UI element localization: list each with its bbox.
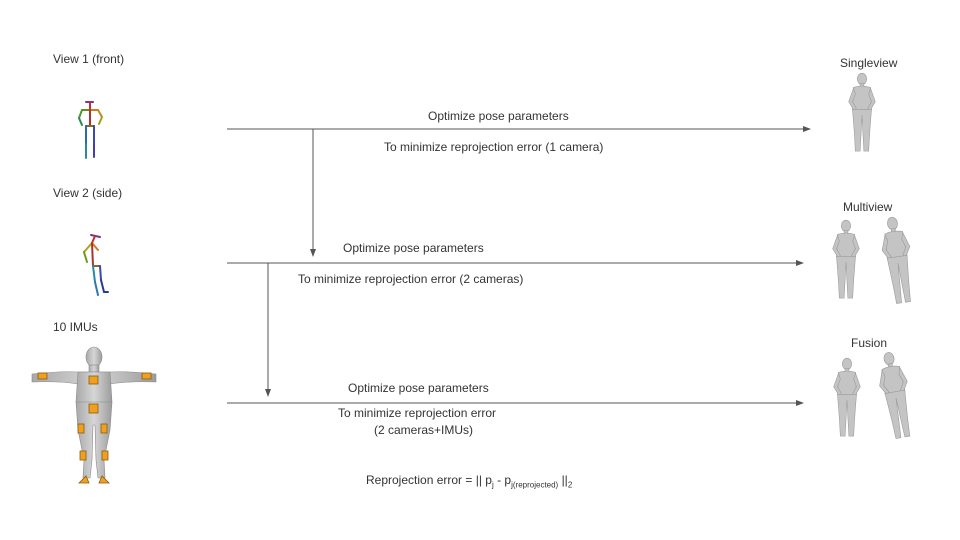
skeleton-side-icon bbox=[84, 235, 108, 295]
row3-subtitle2: (2 cameras+IMUs) bbox=[374, 423, 474, 437]
singleview-label: Singleview bbox=[840, 56, 898, 70]
row1-title: Optimize pose parameters bbox=[428, 109, 569, 123]
fusion-mesh-icon bbox=[834, 350, 917, 440]
imus-label: 10 IMUs bbox=[53, 320, 98, 334]
row3-title: Optimize pose parameters bbox=[348, 381, 489, 395]
reprojection-formula: Reprojection error = || $p_j - p_{j(reprojected)}$ $||_2$ bbox=[366, 473, 573, 490]
row2-title: Optimize pose parameters bbox=[343, 241, 484, 255]
row3-subtitle: To minimize reprojection error bbox=[338, 406, 497, 420]
row1-subtitle: To minimize reprojection error (1 camera) bbox=[384, 140, 604, 154]
skeleton-front-icon bbox=[79, 102, 102, 158]
fusion-label: Fusion bbox=[851, 336, 888, 350]
row2-subtitle: To minimize reprojection error (2 cameras) bbox=[298, 272, 524, 286]
imu-body-icon bbox=[32, 347, 156, 483]
singleview-mesh-icon bbox=[849, 73, 876, 151]
view2-label: View 2 (side) bbox=[53, 186, 123, 200]
multiview-label: Multiview bbox=[843, 200, 893, 214]
multiview-mesh-icon bbox=[833, 215, 918, 304]
view1-label: View 1 (front) bbox=[53, 52, 125, 66]
